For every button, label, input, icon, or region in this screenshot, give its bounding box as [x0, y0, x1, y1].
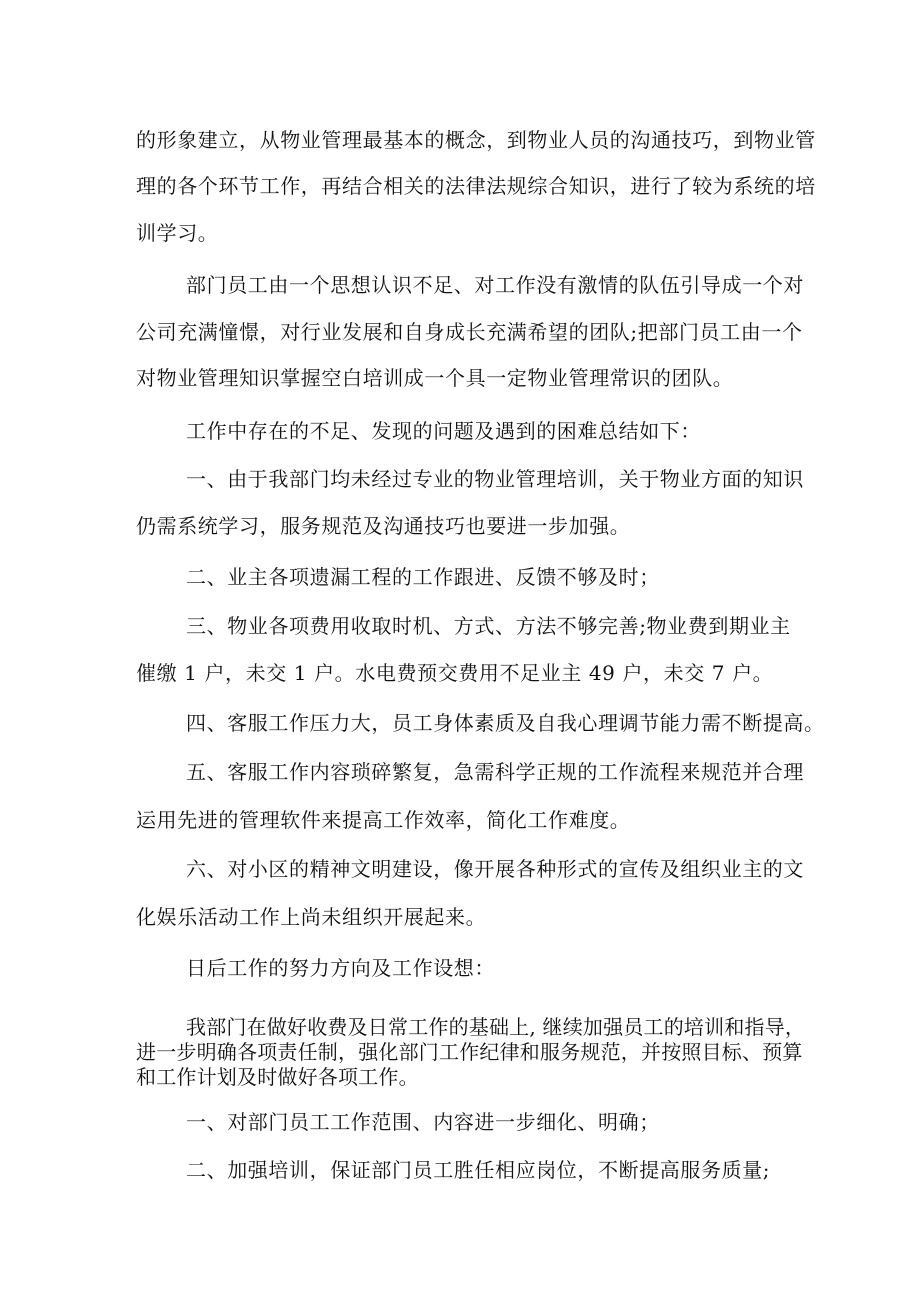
paragraph-line: 公司充满憧憬，对行业发展和自身成长充满希望的团队;把部门员工由一个: [136, 320, 803, 344]
paragraph-line: 和工作计划及时做好各项工作。: [136, 1065, 419, 1089]
paragraph-line: 训学习。: [136, 221, 219, 245]
paragraph-line: 一、由于我部门均未经过专业的物业管理培训，关于物业方面的知识: [186, 467, 804, 491]
paragraph-line: 的形象建立，从物业管理最基本的概念，到物业人员的沟通技巧，到物业管: [136, 128, 816, 152]
paragraph-line: 部门员工由一个思想认识不足、对工作没有激情的队伍引导成一个对: [186, 273, 804, 297]
paragraph-line: 化娱乐活动工作上尚未组织开展起来。: [136, 905, 487, 929]
paragraph-line: 三、物业各项费用收取时机、方式、方法不够完善;物业费到期业主: [186, 614, 791, 638]
paragraph-line: 仍需系统学习，服务规范及沟通技巧也要进一步加强。: [136, 514, 631, 538]
paragraph-line: 进一步明确各项责任制，强化部门工作纪律和服务规范，并按照目标、预算: [136, 1040, 803, 1064]
paragraph-line: 六、对小区的精神文明建设，像开展各种形式的宣传及组织业主的文: [186, 857, 804, 881]
paragraph-line: 对物业管理知识掌握空白培训成一个具一定物业管理常识的团队。: [136, 366, 734, 390]
paragraph-line: 二、业主各项遗漏工程的工作跟进、反馈不够及时；: [186, 565, 660, 589]
paragraph-line: 运用先进的管理软件来提高工作效率，简化工作难度。: [136, 808, 631, 832]
paragraph-line: 四、客服工作压力大，员工身体素质及自我心理调节能力需不断提高。: [186, 711, 825, 735]
paragraph-line: 二、加强培训，保证部门员工胜任相应岗位，不断提高服务质量;: [186, 1158, 771, 1182]
paragraph-line: 催缴 1 户，未交 1 户。水电费预交费用不足业主 49 户，未交 7 户。: [136, 661, 774, 685]
paragraph-line: 我部门在做好收费及日常工作的基础上, 继续加强员工的培训和指导，: [186, 1015, 806, 1039]
paragraph-line: 五、客服工作内容琐碎繁复，急需科学正规的工作流程来规范并合理: [186, 760, 804, 784]
paragraph-line: 理的各个环节工作，再结合相关的法律法规综合知识，进行了较为系统的培: [136, 174, 816, 198]
paragraph-line: 工作中存在的不足、发现的问题及遇到的困难总结如下：: [186, 419, 701, 443]
paragraph-line: 日后工作的努力方向及工作设想：: [186, 956, 495, 980]
paragraph-line: 一、对部门员工工作范围、内容进一步细化、明确；: [186, 1110, 660, 1134]
